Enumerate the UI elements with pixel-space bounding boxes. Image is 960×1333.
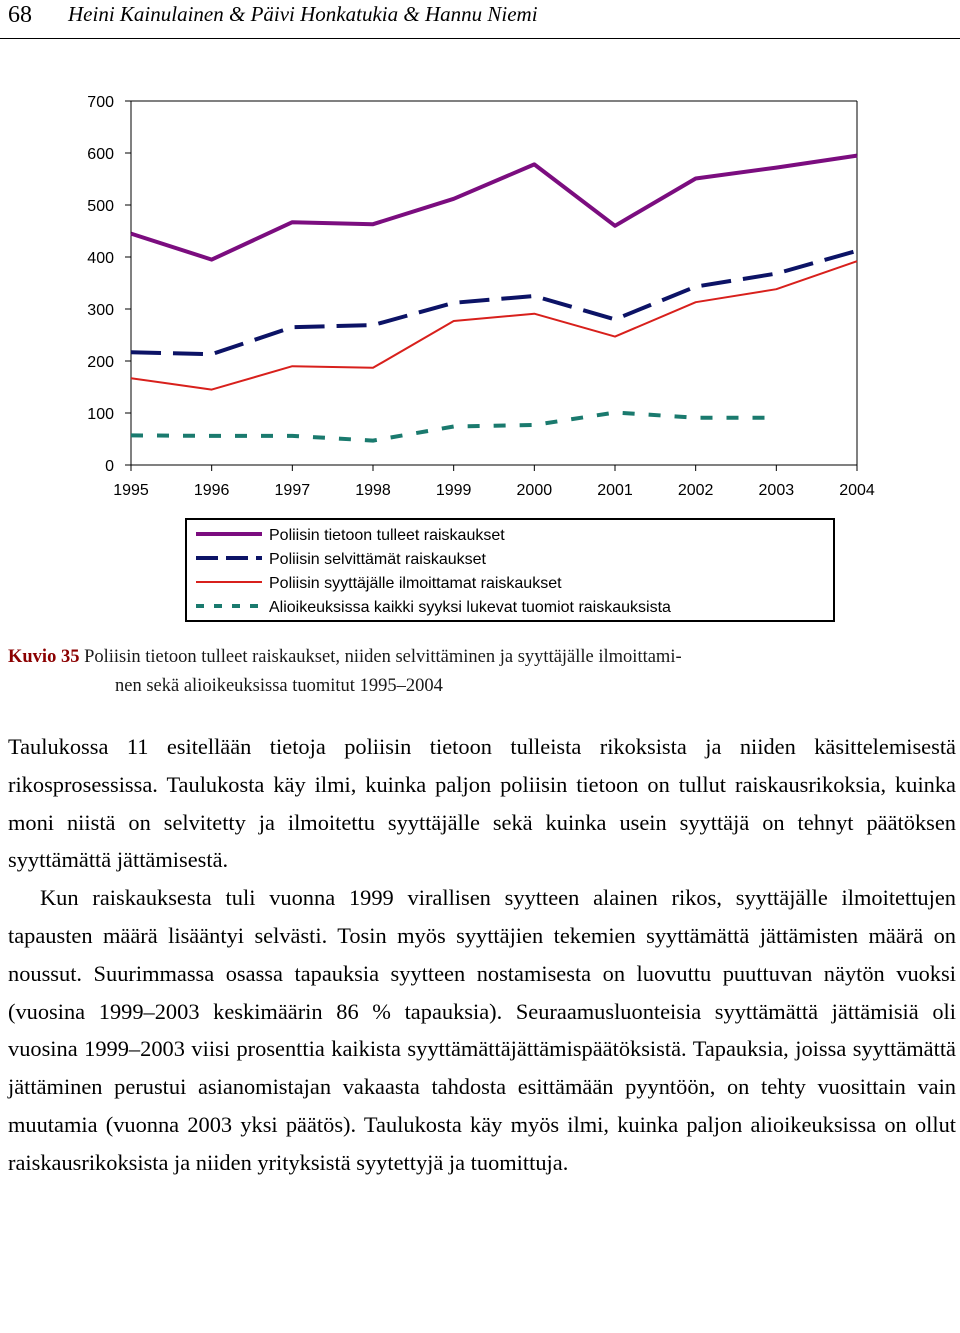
x-tick-label: 2003: [758, 482, 795, 499]
x-tick-label: 1999: [435, 482, 472, 499]
series-line-3: [131, 261, 857, 389]
legend-label-4: Alioikeuksissa kaikki syyksi lukevat tuomiot raiskauksista: [269, 599, 671, 616]
legend-label-3: Poliisin syyttäjälle ilmoittamat raiskaukset: [269, 575, 562, 592]
page-header: [0, 0, 960, 36]
x-tick-label: 1995: [113, 482, 149, 499]
chart-axes: [87, 94, 875, 499]
y-tick-label: 400: [87, 250, 114, 267]
paragraph-2: Kun raiskauksesta tuli vuonna 1999 virallisen syytteen alainen rikos, syyttäjälle ilmoitettujen tapausten määrä lisääntyi selvästi. Tosin myös syyttäjien tekemien syyttämättä jättämisten määrä on noussut. Suurimmassa osassa tapauksia syytteen nostamisesta on luovuttu puuttuvan näytön vuoksi (vuosina 1999–2003 keskimäärin 86 % tapauksia). Seuraamusluonteisia syyttämättä jättämisiä oli vuosina 1999–2003 viisi prosenttia kaikista syyttämättäjättämispäätöksistä. Tapauksia, joissa syyttämättä jättäminen perustui asianomistajan vakaasta tahdosta esittämään pyyntöön, on tehty vuosittain vain muutamia (vuonna 2003 yksi päätös). Taulukosta käy myös ilmi, kuinka paljon alioikeuksissa on ollut raiskausrikoksista ja niiden yrityksistä syytettyjä ja tuomittuja.: [8, 885, 956, 1175]
paragraph-1: Taulukossa 11 esitellään tietoja poliisin tietoon tulleista rikoksista ja niiden käsittelemisestä rikosprosessissa. Taulukosta käy ilmi, kuinka paljon poliisin tietoon on tullut raiskausrikoksia, kuinka moni niistä on selvitetty ja ilmoitettu syyttäjälle sekä kuinka usein syyttäjä on tehnyt päätöksen syyttämättä jättämisestä.: [8, 734, 956, 873]
y-tick-label: 300: [87, 302, 114, 319]
series-line-4: [131, 413, 776, 441]
page-number: 68: [8, 2, 32, 28]
x-tick-label: 1998: [355, 482, 391, 499]
y-tick-label: 200: [87, 354, 114, 371]
y-tick-label: 500: [87, 198, 114, 215]
legend-label-1: Poliisin tietoon tulleet raiskaukset: [269, 527, 505, 544]
x-tick-label: 1997: [274, 482, 311, 499]
caption-line-2: nen sekä alioikeuksissa tuomitut 1995–2004: [115, 676, 443, 696]
legend-label-2: Poliisin selvittämät raiskaukset: [269, 551, 486, 568]
x-tick-label: 2004: [839, 482, 875, 499]
series-line-1: [131, 156, 857, 260]
y-tick-label: 700: [87, 94, 114, 111]
caption-label: Kuvio 35: [8, 647, 80, 667]
x-tick-label: 1996: [193, 482, 230, 499]
x-tick-label: 2001: [597, 482, 633, 499]
body-text: [8, 728, 956, 1182]
x-tick-label: 2000: [516, 482, 553, 499]
figure-caption: [8, 643, 956, 701]
caption-line-1: Poliisin tietoon tulleet raiskaukset, niiden selvittäminen ja syyttäjälle ilmoittami-: [84, 647, 682, 667]
series-line-2: [131, 251, 857, 354]
line-chart: [0, 70, 960, 630]
header-rule: [0, 38, 960, 39]
chart-legend: [186, 519, 834, 621]
running-head-authors: Heini Kainulainen & Päivi Honkatukia & Hannu Niemi: [68, 2, 538, 26]
y-tick-label: 100: [87, 406, 114, 423]
x-tick-label: 2002: [677, 482, 714, 499]
y-tick-label: 600: [87, 146, 114, 163]
y-tick-label: 0: [105, 458, 114, 475]
chart-series-layer: [131, 156, 857, 441]
